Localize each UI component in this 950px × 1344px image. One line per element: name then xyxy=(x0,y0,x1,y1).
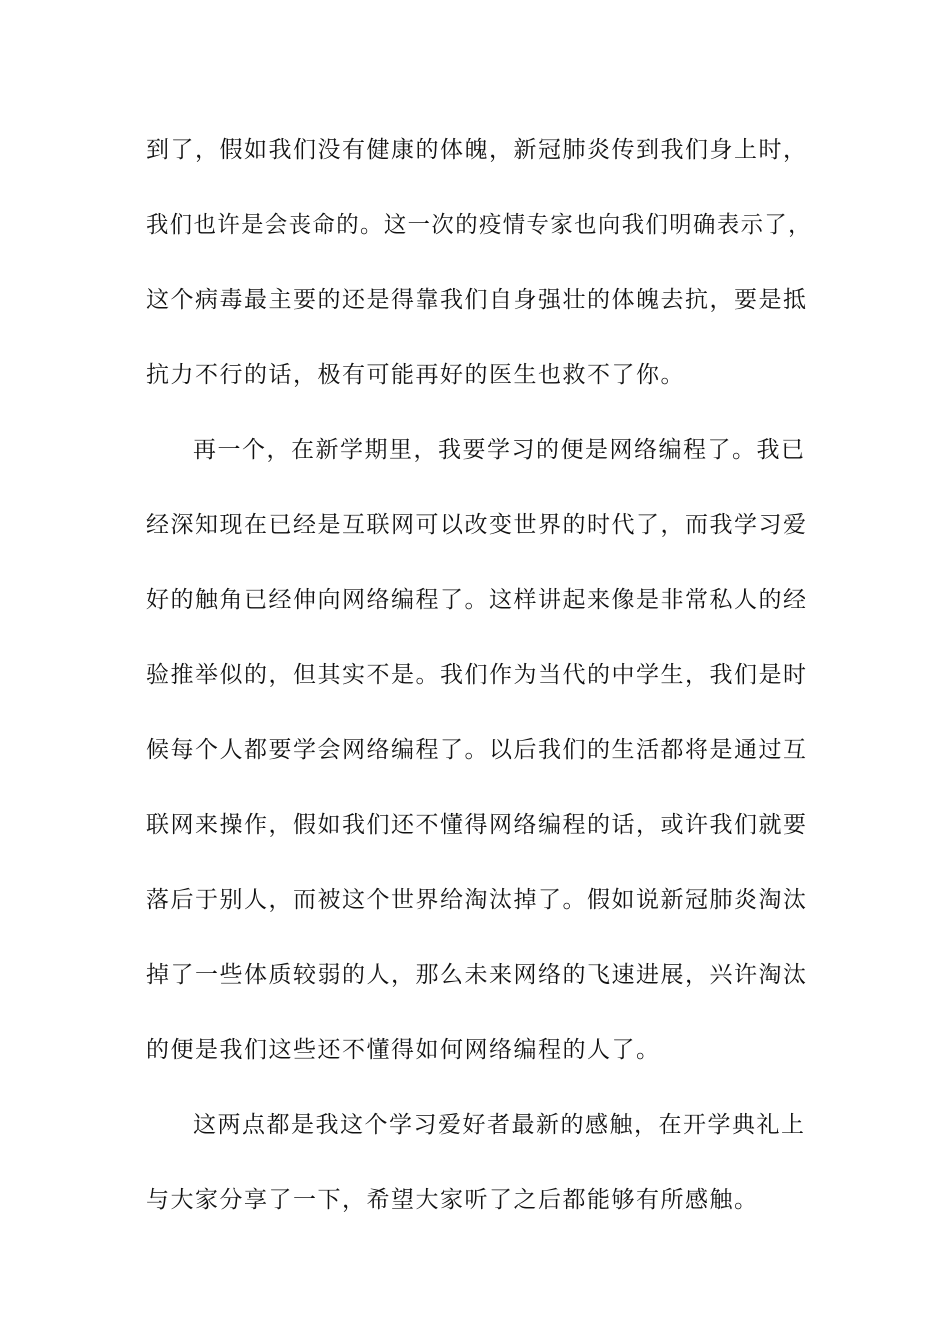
paragraph-first-line: 再一个，在新学期里，我要学习的便是网络编程了。我已 xyxy=(193,437,806,463)
text-line: 到了，假如我们没有健康的体魄，新冠肺炎传到我们身上时， xyxy=(146,137,808,163)
text-line: 验推举似的，但其实不是。我们作为当代的中学生，我们是时 xyxy=(146,662,808,688)
text-line: 掉了一些体质较弱的人，那么未来网络的飞速进展，兴许淘汰 xyxy=(146,962,808,988)
text-line: 好的触角已经伸向网络编程了。这样讲起来像是非常私人的经 xyxy=(146,587,808,613)
text-line: 我们也许是会丧命的。这一次的疫情专家也向我们明确表示了， xyxy=(146,212,812,238)
text-line: 经深知现在已经是互联网可以改变世界的时代了，而我学习爱 xyxy=(146,512,808,538)
text-line: 的便是我们这些还不懂得如何网络编程的人了。 xyxy=(146,1037,661,1063)
text-line: 落后于别人，而被这个世界给淘汰掉了。假如说新冠肺炎淘汰 xyxy=(146,887,808,913)
text-line: 这个病毒最主要的还是得靠我们自身强壮的体魄去抗，要是抵 xyxy=(146,287,808,313)
text-line: 抗力不行的话，极有可能再好的医生也救不了你。 xyxy=(146,362,685,388)
text-line: 与大家分享了一下，希望大家听了之后都能够有所感触。 xyxy=(146,1187,759,1213)
paragraph-first-line: 这两点都是我这个学习爱好者最新的感触，在开学典礼上 xyxy=(193,1112,806,1138)
text-line: 候每个人都要学会网络编程了。以后我们的生活都将是通过互 xyxy=(146,737,808,763)
text-line: 联网来操作，假如我们还不懂得网络编程的话，或许我们就要 xyxy=(146,812,808,838)
